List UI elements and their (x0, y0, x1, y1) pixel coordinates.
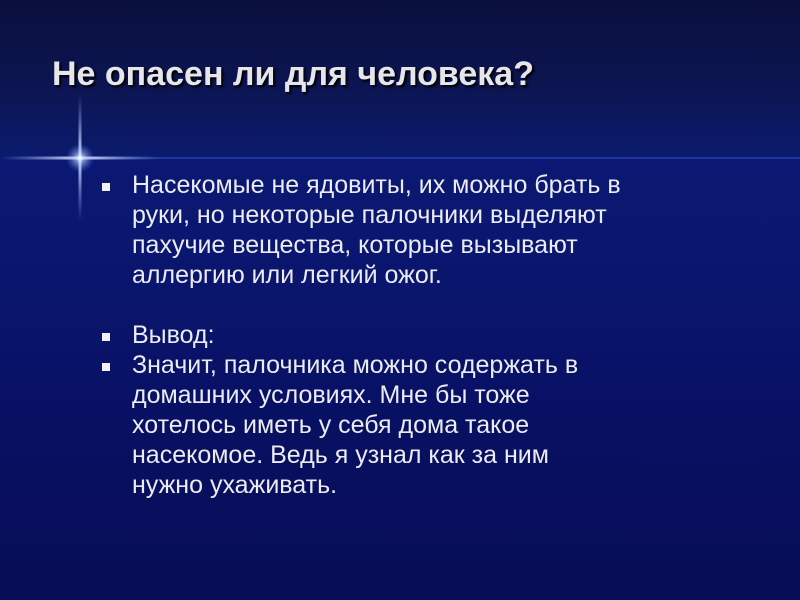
square-bullet-icon (102, 363, 110, 371)
list-item (102, 350, 762, 500)
list-item (102, 170, 762, 290)
slide-title: Не опасен ли для человека? (52, 55, 534, 93)
list-item (102, 320, 762, 350)
square-bullet-icon (102, 333, 110, 341)
bullet-text: Вывод: (132, 321, 215, 349)
bullet-text: Значит, палочника можно содержать в домашних условиях. Мне бы тоже хотелось иметь у себя дома такое насекомое. Ведь я узнал как за ним нужно ухаживать. (132, 351, 579, 499)
bullet-text: Насекомые не ядовиты, их можно брать в руки, но некоторые палочники выделяют пахучие вещества, которые вызывают аллергию или легкий ожог. (132, 171, 621, 289)
bullet-list (102, 170, 762, 500)
square-bullet-icon (102, 183, 110, 191)
